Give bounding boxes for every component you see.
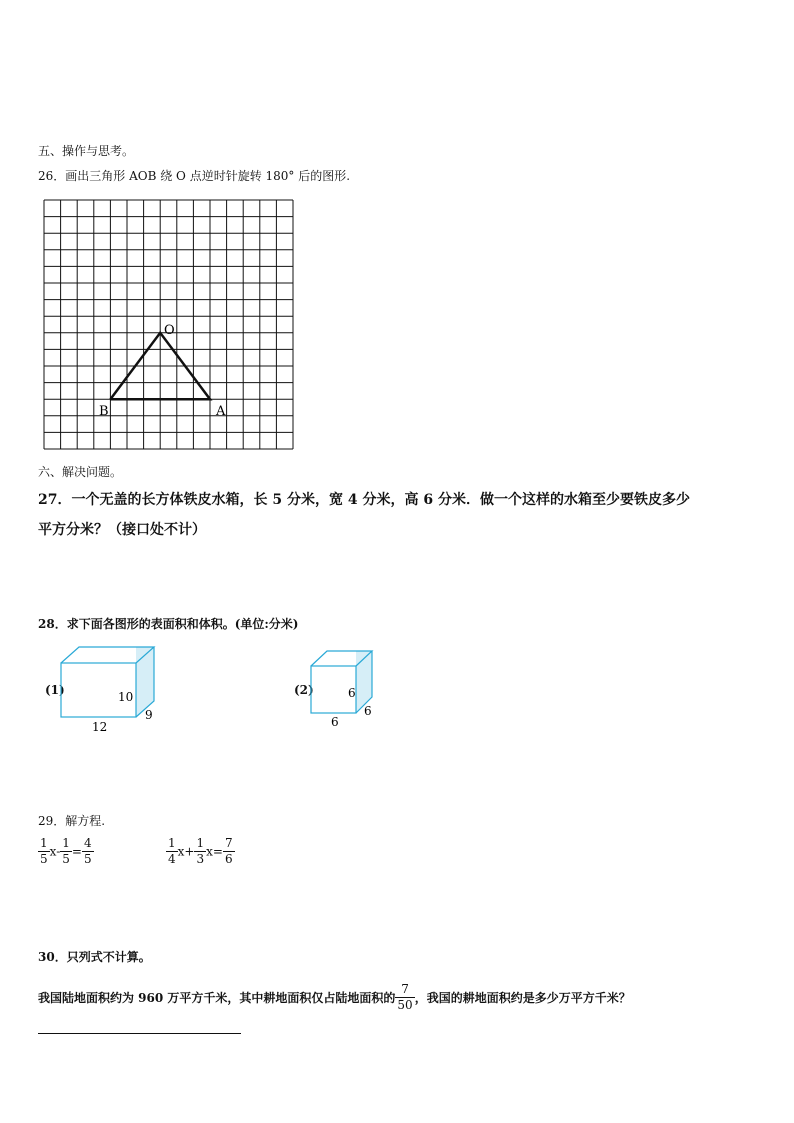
equation-2-fraction-a: $\frac{1}{4}$ — [168, 836, 176, 866]
rotation-grid-figure — [40, 198, 296, 452]
cube-2-figure — [308, 649, 380, 731]
equation-1: $\frac{1}{5}$ x- $\frac{1}{5}$ = $\frac{4}{5}$ — [40, 836, 92, 866]
question-29-text: 29．解方程. — [38, 814, 106, 828]
cuboid-1-figure — [58, 645, 158, 735]
question-26-text: 26．画出三角形 AOB 绕 O 点逆时针旋转 180° 后的图形. — [38, 169, 351, 183]
point-b-label: B — [99, 404, 109, 419]
equation-1-fraction-b: $\frac{1}{5}$ — [62, 836, 70, 866]
point-a-label: A — [216, 404, 226, 419]
equation-1-fraction-a: $\frac{1}{5}$ — [40, 836, 48, 866]
box-2-label: (2) — [294, 683, 314, 697]
cuboid-1-height-label: 10 — [118, 690, 134, 704]
question-30-body: 我国陆地面积约为 960 万平方千米，其中耕地面积仅占陆地面积的 $\frac{7}{50}$ ，我国的耕地面积约是多少万平方千米？ — [38, 982, 631, 1012]
cuboid-1-length-label: 12 — [92, 720, 108, 734]
section-six-heading: 六、解决问题。 — [38, 465, 123, 479]
box-1-label: (1) — [45, 683, 65, 697]
equation-2-fraction-b: $\frac{1}{3}$ — [196, 836, 205, 866]
cube-2-width-label: 6 — [364, 704, 372, 718]
question-28-text: 28．求下面各图形的表面积和体积。(单位:分米) — [38, 617, 299, 631]
equation-2: $\frac{1}{4}$ x+ $\frac{1}{3}$ x= $\frac{7}{6}$ — [168, 836, 233, 866]
section-five-heading: 五、操作与思考。 — [38, 144, 135, 158]
equation-1-fraction-c: $\frac{4}{5}$ — [83, 836, 92, 866]
question-27-line-1: 27．一个无盖的长方体铁皮水箱，长 5 分米，宽 4 分米，高 6 分米．做一个这样的水箱至少要铁皮多少 — [38, 492, 690, 508]
cuboid-1-side-face — [136, 647, 154, 717]
question-30-text: 30．只列式不计算。 — [38, 950, 151, 964]
cube-2-length-label: 6 — [331, 715, 339, 729]
point-o-label: O — [164, 323, 175, 338]
cube-2-height-label: 6 — [348, 686, 356, 700]
question-30-fraction: $\frac{7}{50}$ — [397, 982, 413, 1012]
cuboid-1-width-label: 9 — [145, 708, 153, 722]
footnote-divider — [38, 1033, 241, 1034]
equation-2-fraction-c: $\frac{7}{6}$ — [224, 836, 233, 866]
question-27-line-2: 平方分米？（接口处不计） — [38, 522, 206, 538]
